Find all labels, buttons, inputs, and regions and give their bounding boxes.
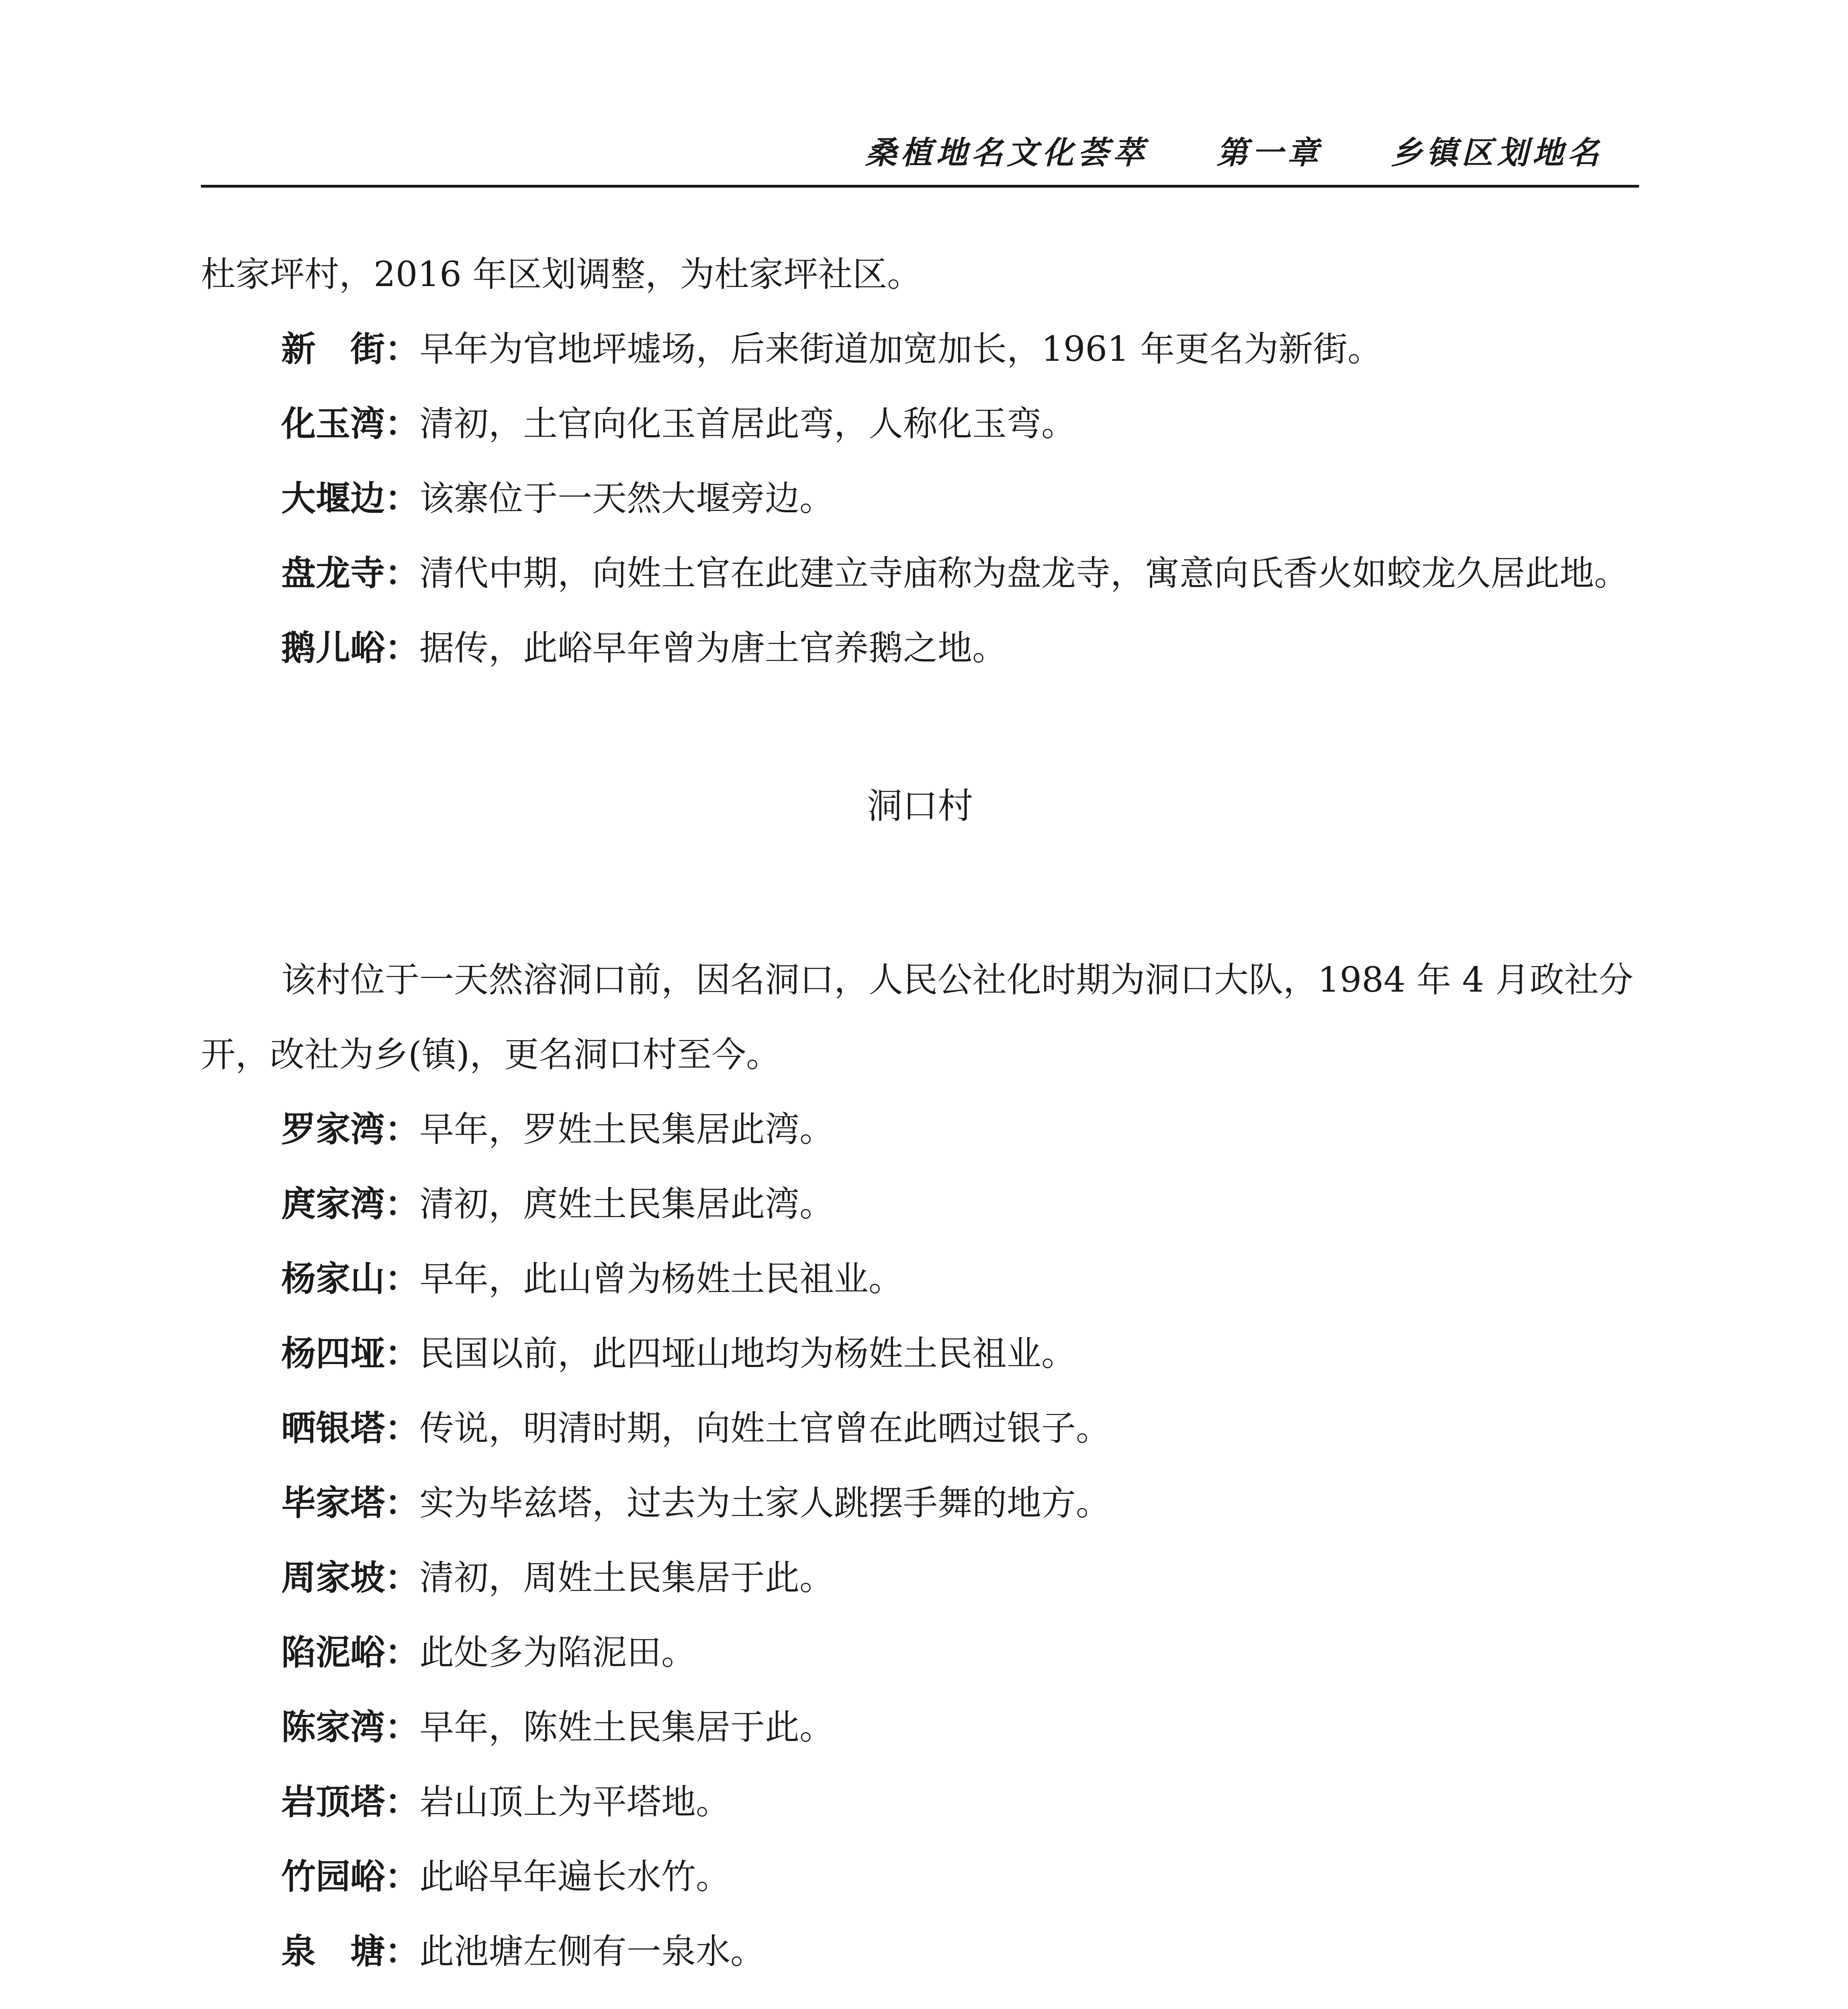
entry-text: 此峪早年遍长水竹。 (419, 1857, 730, 1897)
entry-text: 民国以前，此四垭山地均为杨姓土民祖业。 (419, 1334, 1076, 1374)
entry-text: 传说，明清时期，向姓土官曾在此晒过银子。 (419, 1408, 1110, 1448)
continuation-paragraph: 杜家坪村，2016 年区划调整，为杜家坪社区。 (201, 254, 922, 295)
entry-paragraph (201, 461, 1639, 536)
entry-term: 晒银塔： (281, 1408, 419, 1448)
entry-text: 早年，陈姓土民集居于此。 (419, 1707, 834, 1747)
entry-term: 岩顶塔： (281, 1782, 419, 1822)
entry-text: 早年为官地坪墟场，后来街道加宽加长，1961 年更名为新街。 (419, 329, 1382, 369)
entry-paragraph (201, 1466, 1639, 1541)
entry-paragraph (201, 1092, 1639, 1167)
entry-term: 新 街： (281, 329, 419, 369)
intro-paragraph: 该村位于一天然溶洞口前，因名洞口，人民公社化时期为洞口大队，1984 年 4 月政社分开，改社为乡(镇)，更名洞口村至今。 (201, 960, 1633, 1075)
entry-text: 早年，罗姓土民集居此湾。 (419, 1109, 834, 1150)
entry-text: 清初，庹姓土民集居此湾。 (419, 1184, 834, 1224)
entry-text: 清代中期，向姓土官在此建立寺庙称为盘龙寺，寓意向氏香火如蛟龙久居此地。 (419, 553, 1629, 593)
entry-text: 据传，此峪早年曾为唐土官养鹅之地。 (419, 628, 1007, 668)
entry-paragraph (201, 1839, 1639, 1914)
entry-term: 竹园峪： (281, 1857, 419, 1897)
entry-paragraph (201, 1316, 1639, 1391)
entry-term: 杨四垭： (281, 1334, 419, 1374)
entry-paragraph (201, 1765, 1639, 1839)
entry-paragraph (201, 1391, 1639, 1466)
entry-paragraph (201, 387, 1639, 461)
entry-paragraph (201, 1914, 1639, 1989)
entry-text: 实为毕兹塔，过去为土家人跳摆手舞的地方。 (419, 1483, 1110, 1523)
section-title: 洞口村 (867, 785, 973, 827)
entry-text: 此处多为陷泥田。 (419, 1633, 696, 1673)
header-book-title: 桑植地名文化荟萃 (865, 135, 1148, 171)
entry-text: 清初，周姓土民集居于此。 (419, 1558, 834, 1598)
entry-paragraph (201, 1615, 1639, 1690)
entry-text: 清初，土官向化玉首居此弯，人称化玉弯。 (419, 404, 1076, 444)
entry-paragraph (201, 536, 1639, 611)
header-chapter: 第一章 (1216, 135, 1323, 171)
page-body (201, 237, 1639, 1989)
entry-term: 鹅儿峪： (281, 628, 419, 668)
running-header (201, 125, 1639, 188)
entry-term: 杨家山： (281, 1259, 419, 1299)
entry-text: 早年，此山曾为杨姓土民祖业。 (419, 1259, 903, 1299)
entry-paragraph (201, 611, 1639, 685)
entry-paragraph (201, 1690, 1639, 1765)
entry-text: 此池塘左侧有一泉水。 (419, 1931, 765, 1972)
entry-term: 大堰边： (281, 479, 419, 519)
entry-term: 盘龙寺： (281, 553, 419, 593)
entry-term: 罗家湾： (281, 1109, 419, 1150)
entry-paragraph (201, 1541, 1639, 1615)
entry-term: 陈家湾： (281, 1707, 419, 1747)
entry-term: 庹家湾： (281, 1184, 419, 1224)
header-text-group (865, 128, 1603, 173)
entry-paragraph (201, 1242, 1639, 1316)
entry-term: 陷泥峪： (281, 1633, 419, 1673)
entry-term: 泉 塘： (281, 1931, 419, 1972)
entry-term: 化玉湾： (281, 404, 419, 444)
header-section: 乡镇区划地名 (1390, 135, 1603, 171)
entry-term: 毕家塔： (281, 1483, 419, 1523)
entry-paragraph (201, 1167, 1639, 1242)
entry-text: 该寨位于一天然大堰旁边。 (419, 479, 834, 519)
entry-term: 周家坡： (281, 1558, 419, 1598)
entry-paragraph (201, 312, 1639, 387)
entry-text: 岩山顶上为平塔地。 (419, 1782, 730, 1822)
